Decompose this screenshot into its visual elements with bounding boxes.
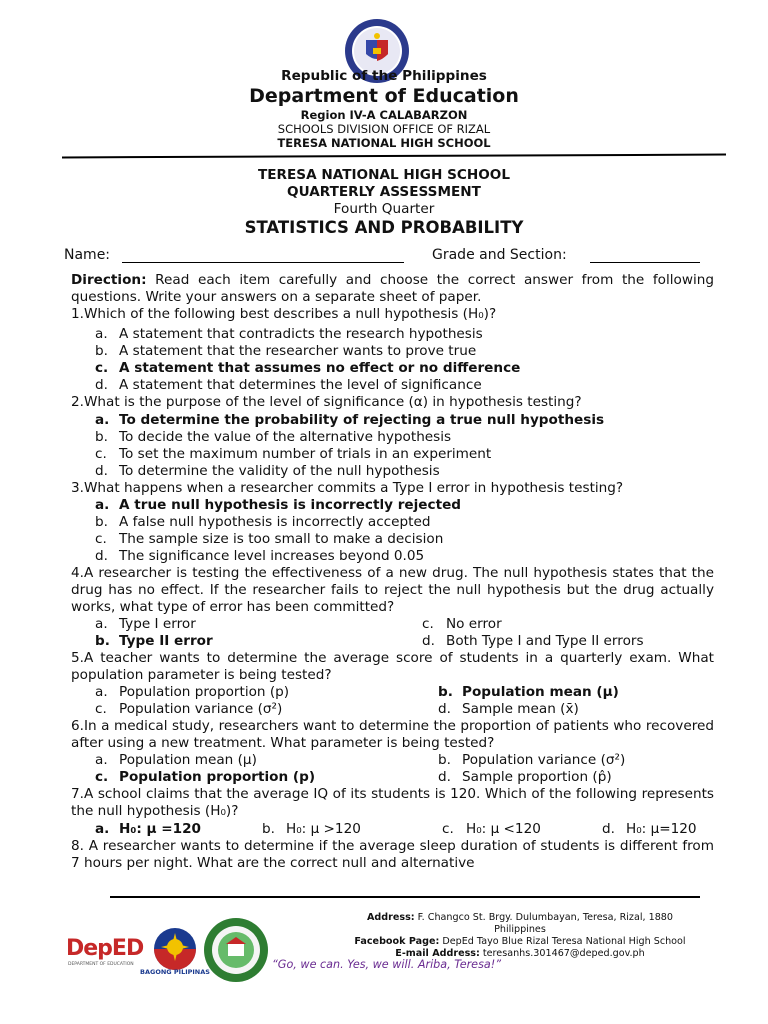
grade-field[interactable] bbox=[590, 262, 700, 263]
bagong-pilipinas-label: BAGONG PILIPINAS bbox=[140, 968, 210, 976]
name-field[interactable] bbox=[122, 262, 404, 263]
question-1: 1.Which of the following best describes a null hypothesis (H₀)? bbox=[71, 306, 497, 322]
option-2c: c. To set the maximum number of trials in an experiment bbox=[95, 446, 492, 462]
option-5c: c. Population variance (σ²) bbox=[95, 701, 283, 717]
footer-motto: “Go, we can. Yes, we will. Ariba, Teresa!” bbox=[272, 958, 502, 971]
header-school-text: TERESA NATIONAL HIGH SCHOOL bbox=[277, 136, 491, 150]
grade-label: Grade and Section: bbox=[432, 247, 567, 263]
option-3d: d. The significance level increases beyond 0.05 bbox=[95, 548, 425, 564]
option-4d: d. Both Type I and Type II errors bbox=[422, 633, 644, 649]
question-5: 5.A teacher wants to determine the average score of students in a quarterly exam. What population parameter is being tested? bbox=[71, 650, 714, 683]
option-6a: a. Population mean (μ) bbox=[95, 752, 257, 768]
title-school: TERESA NATIONAL HIGH SCHOOL bbox=[258, 167, 510, 183]
question-6: 6.In a medical study, researchers want to determine the proportion of patients who recovered after using a new treatment. What parameter is being tested? bbox=[71, 718, 714, 751]
option-5b: b. Population mean (μ) bbox=[438, 684, 619, 700]
direction-text: Read each item carefully and choose the correct answer from the following questions. Write your answers on a separate sheet of paper. bbox=[71, 272, 714, 305]
option-4c: c. No error bbox=[422, 616, 502, 632]
option-7c: c. H₀: μ <120 bbox=[442, 821, 541, 837]
option-6b: b. Population variance (σ²) bbox=[438, 752, 626, 768]
option-1b: b. A statement that the researcher wants to prove true bbox=[95, 343, 477, 359]
option-5d: d. Sample mean (x̄) bbox=[438, 701, 579, 717]
option-6c: c. Population proportion (p) bbox=[95, 769, 316, 785]
option-4a: a. Type I error bbox=[95, 616, 196, 632]
footer-divider bbox=[110, 896, 700, 898]
option-2a: a. To determine the probability of rejecting a true null hypothesis bbox=[95, 412, 605, 428]
option-2b: b. To decide the value of the alternative hypothesis bbox=[95, 429, 452, 445]
deped-logo bbox=[66, 936, 143, 961]
option-3a: a. A true null hypothesis is incorrectly rejected bbox=[95, 497, 462, 513]
question-2: 2.What is the purpose of the level of significance (α) in hypothesis testing? bbox=[71, 394, 582, 410]
title-quarter: Fourth Quarter bbox=[333, 201, 435, 217]
footer-address-2: Philippines bbox=[494, 924, 546, 935]
option-7b: b. H₀: μ >120 bbox=[262, 821, 361, 837]
republic-text: Republic of the Philippines bbox=[281, 68, 487, 84]
question-8: 8. A researcher wants to determine if the average sleep duration of students is different from 7 hours per night. What are the correct null and alternative bbox=[71, 838, 714, 871]
footer-address: Address: F. Changco St. Brgy. Dulumbayan, Teresa, Rizal, 1880 bbox=[366, 912, 674, 923]
title-subject: STATISTICS AND PROBABILITY bbox=[244, 218, 524, 237]
option-3c: c. The sample size is too small to make a decision bbox=[95, 531, 444, 547]
option-1d: d. A statement that determines the level of significance bbox=[95, 377, 482, 393]
division-text: SCHOOLS DIVISION OFFICE OF RIZAL bbox=[277, 122, 491, 136]
option-4b: b. Type II error bbox=[95, 633, 213, 649]
question-3: 3.What happens when a researcher commits a Type I error in hypothesis testing? bbox=[71, 480, 624, 496]
option-1a: a. A statement that contradicts the research hypothesis bbox=[95, 326, 483, 342]
option-2d: d. To determine the validity of the null hypothesis bbox=[95, 463, 440, 479]
region-text: Region IV-A CALABARZON bbox=[300, 108, 468, 122]
question-4: 4.A researcher is testing the effectiveness of a new drug. The null hypothesis states that the drug has no effect. If the researcher fails to reject the null hypothesis but the drug actually works, what type of error has been committed? bbox=[71, 565, 714, 615]
header-divider bbox=[62, 154, 726, 159]
option-7d: d. H₀: μ=120 bbox=[602, 821, 697, 837]
department-title: Department of Education bbox=[249, 85, 519, 107]
title-exam: QUARTERLY ASSESSMENT bbox=[287, 184, 481, 200]
option-7a: a. H₀: μ =120 bbox=[95, 821, 202, 837]
question-7: 7.A school claims that the average IQ of its students is 120. Which of the following represents the null hypothesis (H₀)? bbox=[71, 786, 714, 819]
option-5a: a. Population proportion (p) bbox=[95, 684, 290, 700]
option-3b: b. A false null hypothesis is incorrectly accepted bbox=[95, 514, 431, 530]
deped-logo-text: DepED bbox=[66, 936, 144, 961]
footer-facebook: Facebook Page: DepEd Tayo Blue Rizal Teresa National High School bbox=[354, 936, 686, 947]
bagong-pilipinas-icon bbox=[146, 925, 204, 971]
footer-email: E-mail Address: teresanhs.301467@deped.gov.ph bbox=[395, 948, 645, 959]
option-6d: d. Sample proportion (p̂) bbox=[438, 769, 612, 785]
option-1c: c. A statement that assumes no effect or no difference bbox=[95, 360, 521, 376]
school-seal-icon bbox=[203, 917, 269, 983]
deped-logo-subtext: DEPARTMENT OF EDUCATION bbox=[68, 962, 134, 967]
name-label: Name: bbox=[64, 247, 111, 263]
direction-paragraph bbox=[71, 272, 714, 306]
direction-label: Direction: bbox=[71, 272, 147, 288]
